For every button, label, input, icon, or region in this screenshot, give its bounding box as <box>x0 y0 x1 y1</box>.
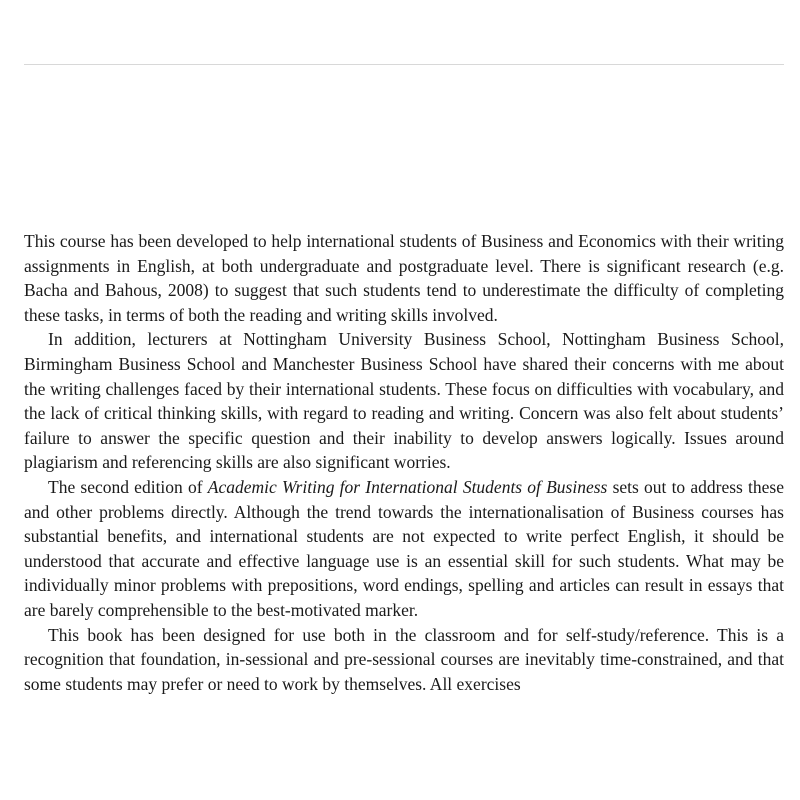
book-title: Academic Writing for International Students of Business <box>207 476 608 497</box>
paragraph-3-rest: sets out to address these and other problems directly. Although the trend towards the internationalisation of Business courses has substantial benefits, and international students are not expected to write perfect English, it should be understood that accurate and effective language use is an essential skill for such students. What may be individually minor problems with prepositions, word endings, spelling and articles can result in essays that are barely comprehensible to the best-motivated marker. <box>24 476 785 620</box>
paragraph-1: This course has been developed to help international students of Business and Economics with their writing assignments in English, at both undergraduate and postgraduate level. There is significant research (e.g. Bacha and Bahous, 2008) to suggest that such students tend to underestimate the difficulty of completing these tasks, in terms of both the reading and writing skills involved. <box>24 231 784 325</box>
body-text <box>24 229 784 696</box>
paragraph-4: This book has been designed for use both in the classroom and for self-study/reference. This is a recognition that foundation, in-sessional and pre-sessional courses are inevitably time-constrained, and that some students may prefer or need to work by themselves. All exercises <box>24 624 784 694</box>
cut-off-header-text <box>60 0 240 2</box>
header-divider <box>24 64 784 65</box>
paragraph-3 <box>24 475 784 623</box>
paragraph-2: In addition, lecturers at Nottingham University Business School, Nottingham Business School, Birmingham Business School and Manchester Business School have shared their concerns with me about the writing challenges faced by their international students. These focus on difficulties with vocabulary, and the lack of critical thinking skills, with regard to reading and writing. Concern was also felt about students’ failure to answer the specific question and their inability to develop answers logically. Issues around plagiarism and referencing skills are also significant worries. <box>24 329 784 473</box>
paragraph-3-lead: The second edition of <box>48 476 208 497</box>
